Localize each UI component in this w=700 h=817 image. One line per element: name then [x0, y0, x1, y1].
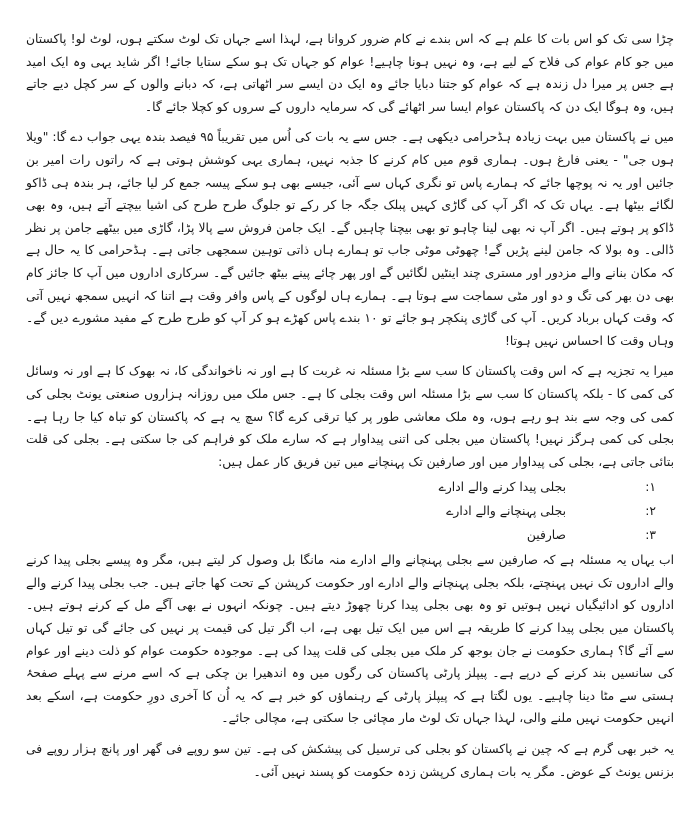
- list-item-number: ۲:: [645, 504, 656, 519]
- list-item-text: بجلی پیدا کرنے والے ادارے: [438, 480, 566, 495]
- paragraph-2: میں نے پاکستان میں بہت زیادہ ہڈحرامی دیکھی ہے۔ جس سے یہ بات کی اُس میں تقریباً ۹۵ فیصد بندہ یہی جواب دے گا: "ویلا ہوں جی" - یعنی فارغ ہوں۔ ہماری قوم میں کام کرنے کا جذبہ نہیں، ہماری یہی کوشش ہوتی ہے کہ راتوں رات امیر بن جائیں اور یہ نہ پوچھا جائے کہ ہمارے پاس تو نگری کہاں سے آئی، جیسے بھی ہو سکے پیسہ جمع کر لیا جائے، ہر بندہ ہی ڈاکو لگائے بیٹھا ہے۔ یہاں تک کہ اگر آپ کی گاڑی کہیں پبلک جگہ جا کر رکے تو جلوگ طرح طرح کی اشیا بیچتے آتے ہیں، وہ بھی ڈاکو پر ہوتے ہیں۔ اگر آپ نہ بھی لینا چاہو تو بھی بیچنا چاہیں گے۔ ایک جامن فروش سے پالا پڑا، گاڑی میں بیٹھے جامن پر نظر ڈالی۔ وہ بولا کہ جامن لینے پڑیں گے! چھوٹی موٹی جاب تو ہمارے ہاں ذاتی توہین سمجھی جاتی ہے۔ ہڈحرامی کا یہ حال ہے کہ مکان بنانے والے مزدور اور مستری چند اینٹیں لگائیں گے اور پھر چائے پینے بیٹھ جائیں گے۔ سرکاری اداروں میں آپ کا جائز کام بھی دن بھر کی تگ و دو اور مٹی سماجت سے ہوتا ہے۔ ہمارے ہاں لوگوں کے پاس وافر وقت ہے اتنا کہ انہیں سمجھ نہیں آتی کہ وقت کہاں برباد کریں۔ آپ کی گاڑی پنکچر ہو جائے تو ۱۰ بندے پاس کھڑے ہو کر آپ کو طرح طرح کے مفید مشورے دیں گے۔ وہاں وقت کا احساس نہیں ہوتا!: [26, 130, 675, 348]
- paragraph-3: میرا یہ تجزیہ ہے کہ اس وقت پاکستان کا سب سے بڑا مسئلہ نہ غربت کا ہے اور نہ ناخواندگی کا، نہ بھوک کا ہے اور نہ وسائل کی کمی کا - بلکہ پاکستان کا سب سے بڑا مسئلہ اس وقت بجلی کا ہے۔ جس ملک میں روزانہ ہزاروں صنعتی یونٹ بجلی کی کمی کی وجہ سے بند ہو رہے ہوں، وہ ملک معاشی طور پر کیا ترقی کرے گا؟ سچ یہ ہے کہ پاکستان کو تباہ کیا جا رہا ہے۔ بجلی کی کمی ہرگز نہیں! پاکستان میں بجلی کی اتنی پیداوار ہے کہ سارے ملک کو فراہم کی جا سکتی ہے۔ بجلی کی قلت بتائی جاتی ہے، بجلی کی پیداوار میں اور صارفین تک پہنچانے میں تین فریق کار عمل ہیں:: [26, 364, 674, 469]
- paragraph-gap: [26, 118, 674, 126]
- paragraph-4: اب یہاں یہ مسئلہ ہے کہ صارفین سے بجلی پہنچانے والے ادارے منہ مانگا بل وصول کر لیتے ہیں، مگر وہ پیسے بجلی پیدا کرنے والے اداروں تک نہیں پہنچتے، بلکہ بجلی پہنچانے والے ادارے اور حکومت کرپشن کے تحت کھا جاتے ہیں۔ جب بجلی پیدا کرنے والے اداروں کو ادائیگیاں نہیں ہوتیں تو وہ بھی بجلی پیدا کرنا چھوڑ دیتے ہیں۔ چونکہ انہوں نے بھی آگے مل کے کرنے ہوتے ہیں۔ پاکستان میں بجلی پیدا کرنے کا طریقہ ہے اس میں ایک تیل بھی ہے، اب اگر تیل کی قیمت پر نہیں کی جائے گی تو تیل کہاں سے آئے گا؟ ہماری حکومت نے جان بوجھ کر ملک میں بجلی کی قلت پیدا کی ہے۔ موجودہ حکومت عوام کو ذلت دینے اور عوام کی سانسیں بند کرنے کے درپے ہے۔ پیپلز پارٹی پاکستان کی رگوں میں وہ اندھیرا بن چکی ہے کہ اسے مرنے سے پہلے صفحۂ ہستی سے مٹا دینا چاہیے۔ یوں لگتا ہے کہ پیپلز پارٹی کے رہنماؤں کو خبر ہے کہ یہ اُن کا آخری دورِ حکومت ہے، اسکے بعد انہیں حکومت نہیں ملنے والی، لہذا جہاں تک لوٹ مار مچائی جا سکتی ہے، مچالی جائے۔: [26, 553, 674, 726]
- actors-list: [26, 475, 674, 547]
- list-item: [26, 499, 656, 523]
- list-item: [26, 475, 656, 499]
- paragraph-gap: [26, 730, 674, 738]
- list-item: [26, 523, 656, 547]
- list-item-number: ۳:: [645, 528, 656, 543]
- list-item-number: ۱:: [645, 480, 656, 495]
- list-item-text: صارفین: [526, 528, 566, 543]
- paragraph-gap: [26, 352, 674, 360]
- paragraph-1: چڑا سی تک کو اس بات کا علم ہے کہ اس بندے نے کام ضرور کروانا ہے، لہذا اسے جہاں تک لوٹ سکتے ہوں، لوٹ لو! پاکستان میں جو کام عوام کی فلاح کے لیے ہے، وہ نہیں ہونا چاہیے! عوام کو جہاں تک ہو سکے ستایا جائے! اگر شاید یہی وہ ایک امید ہے جس پر میرا دل زندہ ہے کہ عوام کو جتنا دبایا جائے وہ ایک دن ایسے سر اٹھاتی ہے، کہ دبانے والوں کے سر کچل دیے جاتے ہیں، وہ ہوگا ایک دن کہ پاکستان عوام ایسا سر اٹھائے گی کہ سرمایہ داروں کے سروں کو کچلا جائے گا۔: [26, 32, 674, 114]
- list-item-text: بجلی پہنچانے والے ادارے: [446, 504, 566, 519]
- paragraph-5: یہ خبر بھی گرم ہے کہ چین نے پاکستان کو بجلی کی ترسیل کی پیشکش کی ہے۔ تین سو روپے فی گھر اور پانچ ہزار روپے فی بزنس یونٹ کے عوض۔ مگر یہ بات ہماری کرپشن زدہ حکومت کو پسند نہیں آئی۔: [26, 742, 674, 779]
